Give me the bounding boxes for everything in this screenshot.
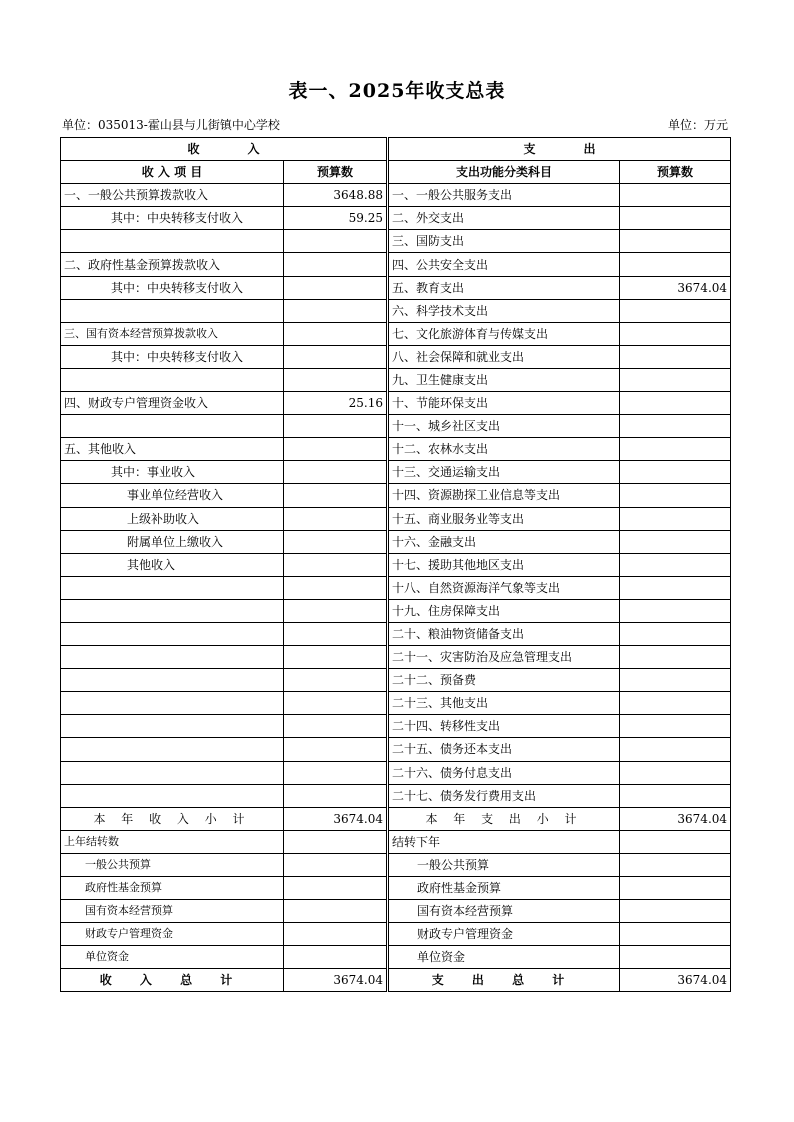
- expense-budget-header: 预算数: [620, 161, 731, 184]
- table-row: [61, 299, 731, 322]
- expense-header: 支 出: [388, 138, 731, 161]
- carry-expense-label: 财政专户管理资金: [388, 923, 620, 946]
- carry-income-label: 单位资金: [61, 946, 284, 969]
- carry-income-label: 政府性基金预算: [61, 877, 284, 900]
- expense-value-cell: [620, 669, 731, 692]
- income-value-cell: [284, 761, 388, 784]
- carry-expense-label: 政府性基金预算: [388, 877, 620, 900]
- expense-item-cell: 十五、商业服务业等支出: [388, 507, 620, 530]
- expense-item-cell: 二十三、其他支出: [388, 692, 620, 715]
- expense-item-cell: 五、教育支出: [388, 276, 620, 299]
- expense-item-cell: 十四、资源勘探工业信息等支出: [388, 484, 620, 507]
- income-total-value: 3674.04: [284, 969, 388, 992]
- carry-expense-value: [620, 877, 731, 900]
- expense-item-cell: 六、科学技术支出: [388, 299, 620, 322]
- table-row: [61, 345, 731, 368]
- expense-item-cell: 九、卫生健康支出: [388, 368, 620, 391]
- income-item-cell: [61, 599, 284, 622]
- income-item-cell: 三、国有资本经营预算拨款收入: [61, 322, 284, 345]
- income-value-cell: [284, 253, 388, 276]
- expense-value-cell: [620, 576, 731, 599]
- carry-expense-label: 一般公共预算: [388, 853, 620, 876]
- unit-currency-label: 单位：万元: [667, 118, 728, 132]
- income-value-cell: 3648.88: [284, 184, 388, 207]
- table-header-row-1: [61, 138, 731, 161]
- expense-item-cell: 二十一、灾害防治及应急管理支出: [388, 646, 620, 669]
- expense-value-cell: [620, 438, 731, 461]
- income-subtotal-value: 3674.04: [284, 807, 388, 830]
- income-item-cell: [61, 415, 284, 438]
- income-value-cell: [284, 576, 388, 599]
- expense-item-cell: 十二、农林水支出: [388, 438, 620, 461]
- income-item-cell: 其中：中央转移支付收入: [61, 276, 284, 299]
- income-item-cell: 其他收入: [61, 553, 284, 576]
- expense-value-cell: [620, 553, 731, 576]
- carry-row: [61, 923, 731, 946]
- expense-item-cell: 一、一般公共服务支出: [388, 184, 620, 207]
- carry-row: [61, 853, 731, 876]
- income-item-cell: 一、一般公共预算拨款收入: [61, 184, 284, 207]
- income-item-cell: [61, 299, 284, 322]
- income-value-cell: [284, 669, 388, 692]
- income-item-cell: 四、财政专户管理资金收入: [61, 392, 284, 415]
- income-item-cell: 二、政府性基金预算拨款收入: [61, 253, 284, 276]
- table-row: [61, 276, 731, 299]
- expense-total-label: 支 出 总 计: [388, 969, 620, 992]
- expense-value-cell: [620, 738, 731, 761]
- income-value-cell: [284, 230, 388, 253]
- total-row: [61, 969, 731, 992]
- table-row: [61, 530, 731, 553]
- income-item-cell: 其中：中央转移支付收入: [61, 207, 284, 230]
- income-header: 收 入: [61, 138, 388, 161]
- expense-item-cell: 二十五、债务还本支出: [388, 738, 620, 761]
- income-item-cell: [61, 646, 284, 669]
- carry-expense-value: [620, 946, 731, 969]
- table-row: [61, 392, 731, 415]
- income-value-cell: [284, 438, 388, 461]
- subtotal-row: [61, 807, 731, 830]
- table-row: [61, 230, 731, 253]
- table-row: [61, 322, 731, 345]
- income-budget-header: 预算数: [284, 161, 388, 184]
- income-value-cell: [284, 738, 388, 761]
- expense-item-cell: 二、外交支出: [388, 207, 620, 230]
- income-item-cell: [61, 784, 284, 807]
- income-value-cell: [284, 276, 388, 299]
- expense-value-cell: [620, 507, 731, 530]
- expense-value-cell: [620, 692, 731, 715]
- carry-expense-label: 单位资金: [388, 946, 620, 969]
- expense-value-cell: [620, 761, 731, 784]
- income-value-cell: [284, 553, 388, 576]
- income-item-cell: [61, 761, 284, 784]
- expense-item-cell: 七、文化旅游体育与传媒支出: [388, 322, 620, 345]
- table-row: [61, 692, 731, 715]
- income-item-cell: [61, 230, 284, 253]
- income-item-cell: 五、其他收入: [61, 438, 284, 461]
- income-value-cell: [284, 692, 388, 715]
- income-item-cell: [61, 669, 284, 692]
- income-value-cell: [284, 622, 388, 645]
- carry-row: [61, 830, 731, 853]
- carry-income-label: 财政专户管理资金: [61, 923, 284, 946]
- income-item-cell: 其中：事业收入: [61, 461, 284, 484]
- expense-subtotal-value: 3674.04: [620, 807, 731, 830]
- income-value-cell: [284, 461, 388, 484]
- income-item-cell: [61, 576, 284, 599]
- income-item-cell: 附属单位上缴收入: [61, 530, 284, 553]
- table-row: [61, 207, 731, 230]
- expense-value-cell: [620, 345, 731, 368]
- table-row: [61, 484, 731, 507]
- expense-value-cell: [620, 207, 731, 230]
- expense-value-cell: [620, 484, 731, 507]
- table-row: [61, 761, 731, 784]
- expense-item-cell: 二十七、债务发行费用支出: [388, 784, 620, 807]
- expense-value-cell: [620, 368, 731, 391]
- income-value-cell: 25.16: [284, 392, 388, 415]
- carry-row: [61, 900, 731, 923]
- table-header-row-2: [61, 161, 731, 184]
- table-row: [61, 553, 731, 576]
- carry-income-label: 一般公共预算: [61, 853, 284, 876]
- carry-income-value: [284, 946, 388, 969]
- expense-value-cell: [620, 622, 731, 645]
- expense-item-cell: 二十四、转移性支出: [388, 715, 620, 738]
- table-row: [61, 461, 731, 484]
- income-value-cell: [284, 715, 388, 738]
- expense-item-cell: 二十六、债务付息支出: [388, 761, 620, 784]
- expense-value-cell: [620, 415, 731, 438]
- expense-value-cell: [620, 530, 731, 553]
- income-value-cell: [284, 599, 388, 622]
- expense-subtotal-label: 本 年 支 出 小 计: [388, 807, 620, 830]
- table-row: [61, 507, 731, 530]
- income-value-cell: [284, 345, 388, 368]
- carry-income-label: 上年结转数: [61, 830, 284, 853]
- expense-value-cell: [620, 230, 731, 253]
- expense-item-cell: 二十二、预备费: [388, 669, 620, 692]
- income-value-cell: [284, 368, 388, 391]
- income-item-cell: [61, 622, 284, 645]
- table-row: [61, 784, 731, 807]
- income-value-cell: [284, 322, 388, 345]
- expense-value-cell: [620, 392, 731, 415]
- income-value-cell: [284, 784, 388, 807]
- expense-item-cell: 十六、金融支出: [388, 530, 620, 553]
- carry-income-value: [284, 877, 388, 900]
- expense-item-cell: 三、国防支出: [388, 230, 620, 253]
- income-total-label: 收 入 总 计: [61, 969, 284, 992]
- expense-item-header: 支出功能分类科目: [388, 161, 620, 184]
- table-row: [61, 622, 731, 645]
- table-row: [61, 738, 731, 761]
- income-value-cell: [284, 646, 388, 669]
- table-row: [61, 669, 731, 692]
- carry-expense-value: [620, 923, 731, 946]
- carry-expense-value: [620, 830, 731, 853]
- expense-value-cell: [620, 322, 731, 345]
- income-value-cell: [284, 415, 388, 438]
- table-row: [61, 646, 731, 669]
- expense-value-cell: 3674.04: [620, 276, 731, 299]
- carry-row: [61, 946, 731, 969]
- income-value-cell: [284, 507, 388, 530]
- expense-value-cell: [620, 784, 731, 807]
- table-row: [61, 438, 731, 461]
- carry-row: [61, 877, 731, 900]
- income-item-cell: [61, 738, 284, 761]
- expense-total-value: 3674.04: [620, 969, 731, 992]
- income-value-cell: [284, 299, 388, 322]
- income-item-cell: 上级补助收入: [61, 507, 284, 530]
- expense-value-cell: [620, 461, 731, 484]
- income-value-cell: [284, 530, 388, 553]
- carry-income-value: [284, 853, 388, 876]
- expense-value-cell: [620, 299, 731, 322]
- table-row: [61, 576, 731, 599]
- expense-value-cell: [620, 715, 731, 738]
- expense-value-cell: [620, 646, 731, 669]
- income-value-cell: [284, 484, 388, 507]
- table-row: [61, 715, 731, 738]
- expense-item-cell: 二十、粮油物资储备支出: [388, 622, 620, 645]
- expense-item-cell: 十、节能环保支出: [388, 392, 620, 415]
- table-row: [61, 184, 731, 207]
- income-item-cell: [61, 715, 284, 738]
- income-value-cell: 59.25: [284, 207, 388, 230]
- expense-item-cell: 十三、交通运输支出: [388, 461, 620, 484]
- expense-item-cell: 十一、城乡社区支出: [388, 415, 620, 438]
- table-row: [61, 415, 731, 438]
- income-subtotal-label: 本 年 收 入 小 计: [61, 807, 284, 830]
- income-item-cell: 事业单位经营收入: [61, 484, 284, 507]
- carry-expense-value: [620, 900, 731, 923]
- expense-item-cell: 八、社会保障和就业支出: [388, 345, 620, 368]
- carry-expense-label: 结转下年: [388, 830, 620, 853]
- expense-item-cell: 四、公共安全支出: [388, 253, 620, 276]
- income-item-cell: [61, 692, 284, 715]
- budget-summary-table: [60, 137, 731, 992]
- carry-income-value: [284, 830, 388, 853]
- expense-value-cell: [620, 253, 731, 276]
- expense-value-cell: [620, 599, 731, 622]
- carry-income-label: 国有资本经营预算: [61, 900, 284, 923]
- income-item-cell: 其中：中央转移支付收入: [61, 345, 284, 368]
- carry-income-value: [284, 900, 388, 923]
- income-item-cell: [61, 368, 284, 391]
- expense-item-cell: 十八、自然资源海洋气象等支出: [388, 576, 620, 599]
- table-row: [61, 253, 731, 276]
- expense-item-cell: 十九、住房保障支出: [388, 599, 620, 622]
- table-row: [61, 599, 731, 622]
- table-row: [61, 368, 731, 391]
- page-title: 表一、2025年收支总表: [288, 80, 506, 102]
- income-item-header: 收 入 项 目: [61, 161, 284, 184]
- expense-item-cell: 十七、援助其他地区支出: [388, 553, 620, 576]
- expense-value-cell: [620, 184, 731, 207]
- carry-expense-label: 国有资本经营预算: [388, 900, 620, 923]
- unit-org-label: 单位：035013-霍山县与儿街镇中心学校: [62, 118, 280, 132]
- carry-expense-value: [620, 853, 731, 876]
- carry-income-value: [284, 923, 388, 946]
